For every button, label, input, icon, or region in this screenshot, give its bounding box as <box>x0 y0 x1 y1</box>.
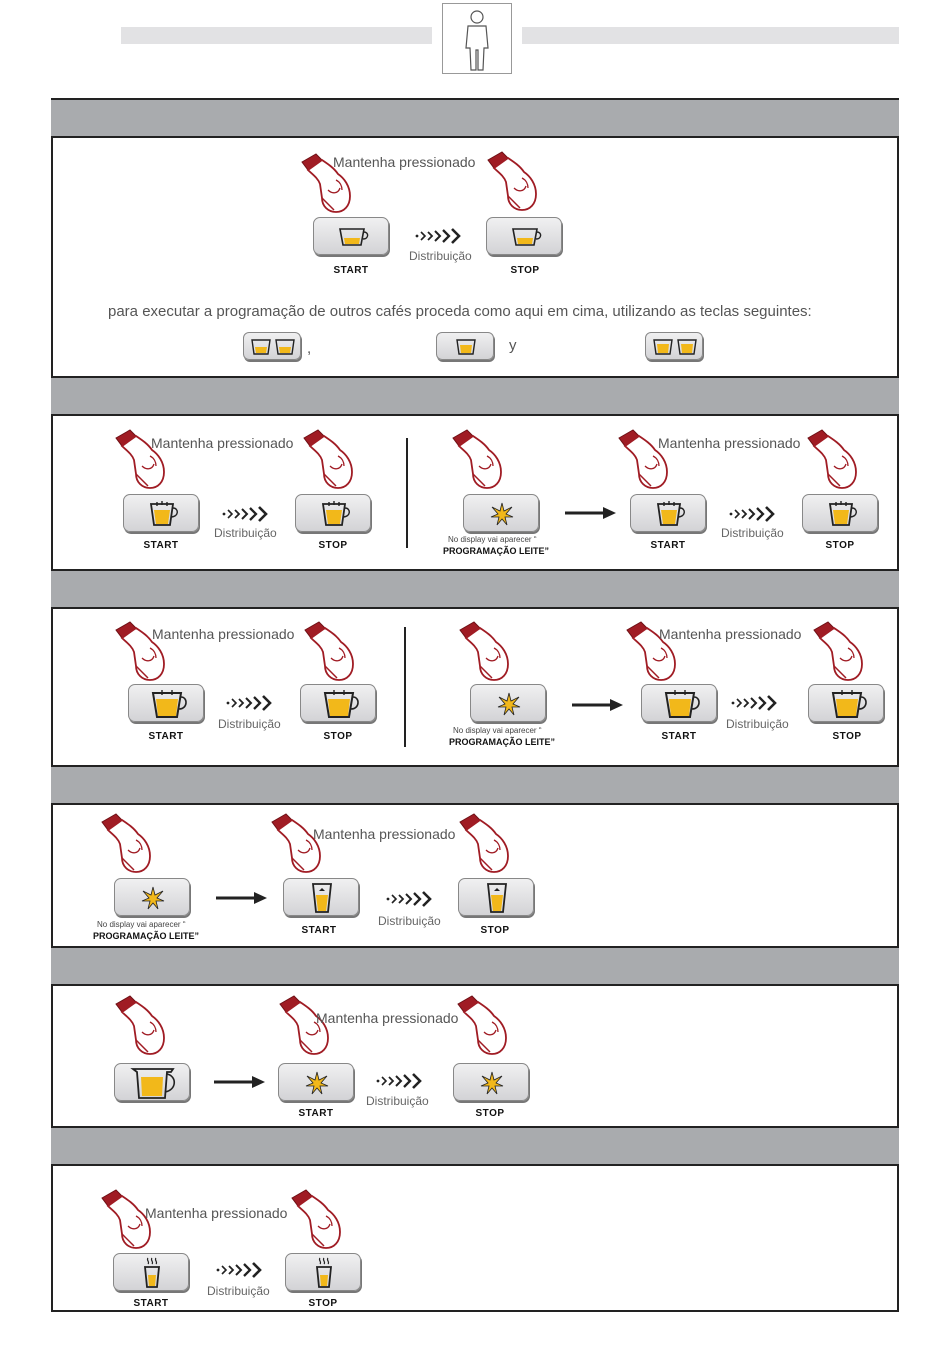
milk-star-icon <box>464 495 540 533</box>
hand-press-icon <box>100 812 160 874</box>
double-coffee-button[interactable] <box>645 332 703 360</box>
section-header-4 <box>51 765 899 805</box>
latte-glass-icon <box>459 879 535 917</box>
cappuccino-button[interactable] <box>295 494 371 532</box>
stop-label: STOP <box>510 265 540 276</box>
start-label: START <box>298 1108 334 1119</box>
hot-water-button[interactable] <box>285 1253 361 1291</box>
chevrons-right-icon <box>731 695 783 711</box>
hot-water-icon <box>286 1254 362 1292</box>
milk-menu-button[interactable] <box>453 1063 529 1101</box>
hand-press-icon <box>812 620 872 682</box>
separator-y: y <box>509 337 517 354</box>
milk-cup-icon <box>803 495 879 533</box>
distribution-label: Distribuição <box>218 717 281 731</box>
milk-menu-button[interactable] <box>470 684 546 722</box>
start-label: START <box>143 540 179 551</box>
hand-press-icon <box>456 994 516 1056</box>
section-header-1 <box>51 98 899 138</box>
milk-star-icon <box>279 1064 355 1102</box>
hot-water-button[interactable] <box>113 1253 189 1291</box>
large-milk-cup-button[interactable] <box>808 684 884 722</box>
large-milk-cup-button[interactable] <box>641 684 717 722</box>
double-espresso-button[interactable] <box>243 332 301 360</box>
large-milk-cup-button[interactable] <box>128 684 204 722</box>
hand-press-icon <box>458 620 518 682</box>
chevrons-right-icon <box>216 1262 268 1278</box>
user-manual-icon <box>442 3 512 74</box>
milk-pitcher-icon <box>115 1064 191 1102</box>
large-milk-cup-button[interactable] <box>300 684 376 722</box>
coffee-cup-icon <box>437 333 495 361</box>
arrow-right-icon <box>565 506 617 520</box>
stop-label: STOP <box>825 540 855 551</box>
display-note: No display vai aparecer “ <box>453 726 542 735</box>
divider <box>406 438 408 548</box>
distribution-label: Distribuição <box>726 717 789 731</box>
hand-press-icon <box>486 150 546 212</box>
double-cup-icon <box>244 333 302 361</box>
hand-press-icon <box>114 994 174 1056</box>
hold-label: Mantenha pressionado <box>152 626 295 642</box>
section-header-3 <box>51 569 899 609</box>
separator-comma: , <box>307 340 312 357</box>
chevrons-right-icon <box>222 506 274 522</box>
distribution-label: Distribuição <box>366 1094 429 1108</box>
chevrons-right-icon <box>226 695 278 711</box>
latte-macchiato-button[interactable] <box>458 878 534 916</box>
hold-label: Mantenha pressionado <box>151 435 294 451</box>
chevrons-right-icon <box>386 891 438 907</box>
distribution-label: Distribuição <box>378 914 441 928</box>
distribution-label: Distribuição <box>721 526 784 540</box>
milk-pitcher-button[interactable] <box>114 1063 190 1101</box>
start-label: START <box>133 1298 169 1309</box>
display-note: No display vai aparecer “ <box>448 535 537 544</box>
stop-label: STOP <box>318 540 348 551</box>
chevrons-right-icon <box>415 228 467 244</box>
stop-label: STOP <box>475 1108 505 1119</box>
milk-cup-icon <box>301 685 377 723</box>
milk-menu-button[interactable] <box>114 878 190 916</box>
arrow-right-icon <box>216 891 268 905</box>
hand-press-icon <box>270 812 330 874</box>
hold-label: Mantenha pressionado <box>316 1010 459 1026</box>
milk-cup-icon <box>631 495 707 533</box>
stop-label: STOP <box>308 1298 338 1309</box>
hold-label: Mantenha pressionado <box>145 1205 288 1221</box>
stop-label: STOP <box>832 731 862 742</box>
hand-press-icon <box>290 1188 350 1250</box>
milk-star-icon <box>471 685 547 723</box>
distribution-label: Distribuição <box>207 1284 270 1298</box>
start-label: START <box>650 540 686 551</box>
cappuccino-button[interactable] <box>630 494 706 532</box>
stop-label: STOP <box>480 925 510 936</box>
milk-cup-icon <box>129 685 205 723</box>
single-coffee-button[interactable] <box>436 332 494 360</box>
start-label: START <box>301 925 337 936</box>
hold-label: Mantenha pressionado <box>333 154 476 170</box>
hot-water-icon <box>114 1254 190 1292</box>
double-cup-icon <box>646 333 704 361</box>
milk-menu-button[interactable] <box>463 494 539 532</box>
instruction-text: para executar a programação de outros cafés proceda como aqui em cima, utilizando as teclas seguintes: <box>108 303 812 320</box>
single-espresso-button[interactable] <box>313 217 389 255</box>
header-bar-right <box>522 27 899 44</box>
divider <box>404 627 406 747</box>
latte-macchiato-button[interactable] <box>283 878 359 916</box>
hand-press-icon <box>303 620 363 682</box>
display-note-mode: PROGRAMAÇÃO LEITE” <box>443 546 550 556</box>
display-note-mode: PROGRAMAÇÃO LEITE” <box>93 931 200 941</box>
start-label: START <box>661 731 697 742</box>
header-bar-left <box>121 27 432 44</box>
milk-star-icon <box>454 1064 530 1102</box>
start-label: START <box>333 265 369 276</box>
stop-label: STOP <box>323 731 353 742</box>
coffee-cup-icon <box>487 218 563 256</box>
milk-cup-icon <box>296 495 372 533</box>
milk-star-icon <box>115 879 191 917</box>
section-header-2 <box>51 376 899 416</box>
latte-glass-icon <box>284 879 360 917</box>
hold-label: Mantenha pressionado <box>313 826 456 842</box>
chevrons-right-icon <box>729 506 781 522</box>
start-label: START <box>148 731 184 742</box>
milk-cup-icon <box>124 495 200 533</box>
milk-menu-button[interactable] <box>278 1063 354 1101</box>
arrow-right-icon <box>572 698 624 712</box>
hold-label: Mantenha pressionado <box>658 435 801 451</box>
milk-cup-icon <box>642 685 718 723</box>
chevrons-right-icon <box>376 1073 428 1089</box>
single-espresso-button[interactable] <box>486 217 562 255</box>
hand-press-icon <box>806 428 866 490</box>
coffee-cup-icon <box>314 218 390 256</box>
cappuccino-button[interactable] <box>123 494 199 532</box>
distribution-label: Distribuição <box>214 526 277 540</box>
arrow-right-icon <box>214 1075 266 1089</box>
section-header-6 <box>51 1126 899 1166</box>
section-header-5 <box>51 946 899 986</box>
distribution-label: Distribuição <box>409 249 472 263</box>
display-note-mode: PROGRAMAÇÃO LEITE” <box>449 737 556 747</box>
hand-press-icon <box>451 428 511 490</box>
display-note: No display vai aparecer “ <box>97 920 186 929</box>
milk-cup-icon <box>809 685 885 723</box>
hand-press-icon <box>458 812 518 874</box>
hand-press-icon <box>302 428 362 490</box>
cappuccino-button[interactable] <box>802 494 878 532</box>
hold-label: Mantenha pressionado <box>659 626 802 642</box>
